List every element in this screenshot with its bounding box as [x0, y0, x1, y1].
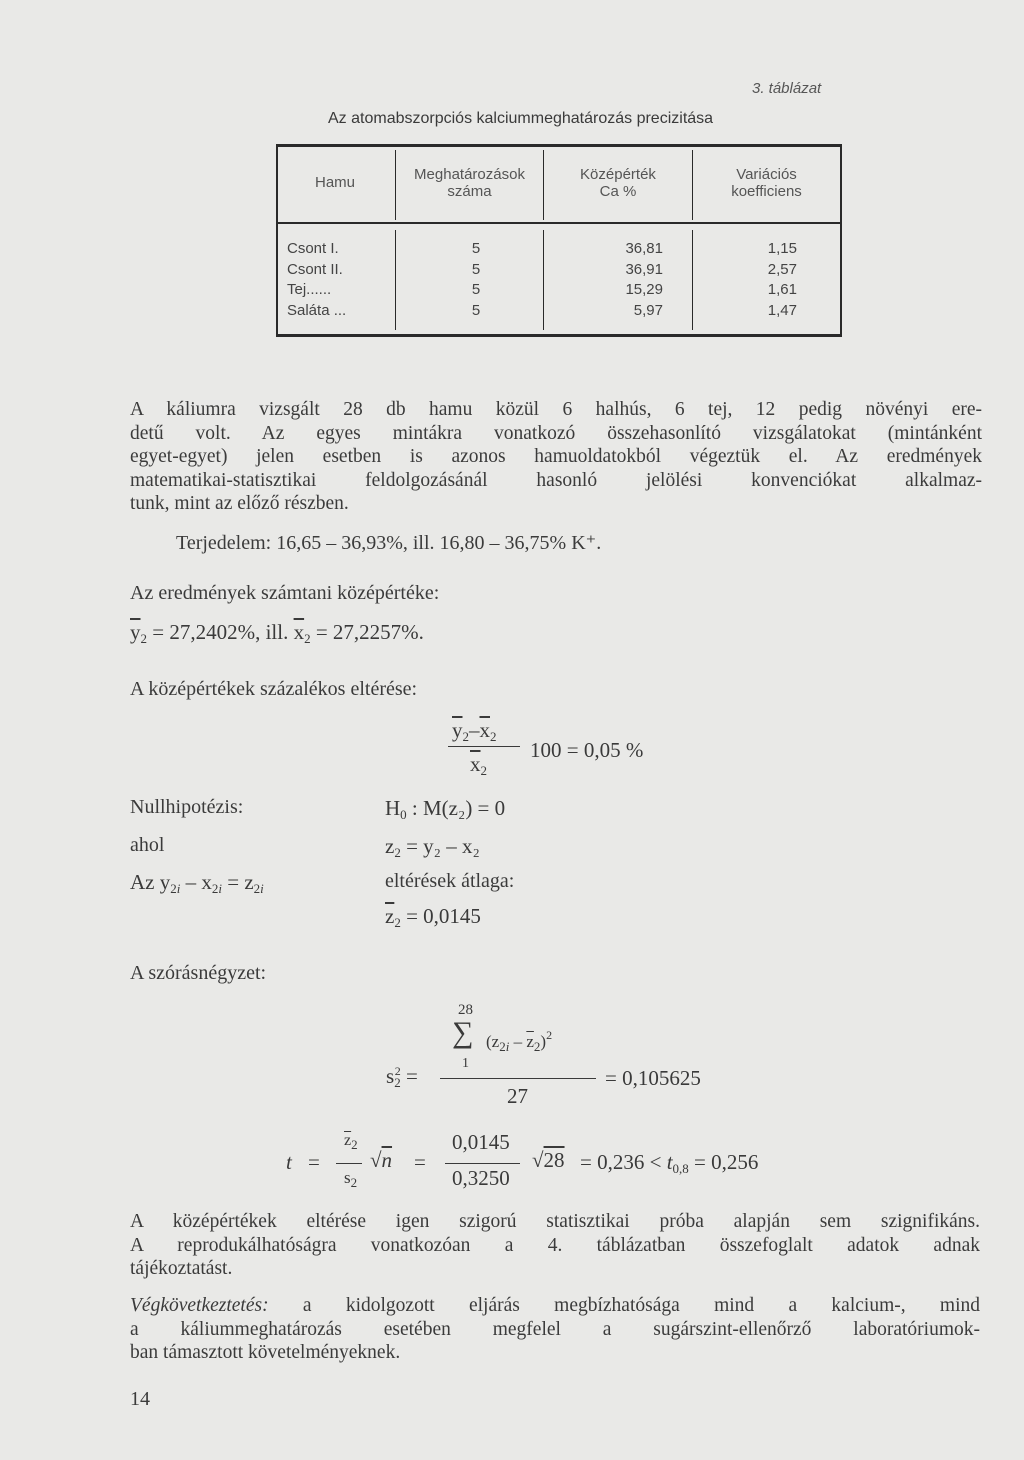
table-cell: Saláta ... [287, 301, 347, 319]
variance-heading: A szórásnégyzet: [130, 962, 267, 984]
table-cell: Csont I. [287, 240, 339, 257]
page-number: 14 [130, 1388, 150, 1410]
table-header-cv: Variációs koefficiens [731, 166, 802, 200]
where-label: ahol [130, 834, 165, 856]
conclusion-label: Végkövetkeztetés: [130, 1295, 269, 1316]
table-col-mean [560, 239, 663, 321]
where-formula: $z_2 = y_2 - x_2$ [385, 834, 480, 860]
table-col-cv [720, 239, 797, 321]
table-col-hamu [287, 239, 392, 321]
mean-heading: Az eredmények számtani középértéke: [130, 582, 440, 604]
table-cell: 36,91 [625, 260, 663, 278]
diff-definition: Az $y_{2i} - x_{2i} = z_{2i}$ [130, 870, 264, 896]
table-number: 3. táblázat [752, 80, 822, 97]
table-header-mean: Középérték Ca % [580, 166, 656, 200]
null-hypothesis-label: Nullhipotézis: [130, 796, 244, 818]
table-cell: 1,47 [767, 301, 797, 319]
table-cell: 15,29 [625, 281, 663, 298]
paragraph-potassium: A káliumra vizsgált 28 db hamu közül 6 halhús, 6 tej, 12 pedig növényi ere- detű volt. Az egyes mintákra vonatkozó összehasonlító vizsgálatokat (mintánként egyet-egyet) jelen esetben is azonos hamuoldatokból végeztük el. Az eredmények matematikai-statisztikai feldolgozásánál hasonló jelölési konvenciókat alkalmaz- tunk, mint az előző részben. [130, 399, 982, 514]
table-cell: 5,97 [633, 301, 663, 319]
table-cell: 5 [471, 281, 481, 298]
table-cell: 5 [471, 240, 481, 257]
range-line: Terjedelem: 16,65 – 36,93%, ill. 16,80 – 36,75% K⁺. [176, 532, 602, 554]
table-cell: Tej...... [287, 281, 332, 298]
diff-mean-value: $\overline{z}_2 = 0,0145$ [385, 904, 481, 930]
table-cell: 5 [471, 260, 481, 278]
table-cell: 1,61 [767, 281, 797, 298]
table-title: Az atomabszorpciós kalciummeghatározás precizitása [328, 110, 714, 127]
table-cell: Csont II. [287, 260, 343, 278]
mean-values: $\overline{y}_2 = 27,2402\%$, ill. $\overline{x}_2 = 27,2257\%$. [130, 620, 424, 646]
table-header-count: Meghatározások száma [414, 166, 525, 200]
table-cell: 1,15 [767, 240, 797, 257]
paragraph-conclusion: Végkövetkeztetés: a kidolgozott eljárás megbízhatósága mind a kalcium-, mind a káliummeghatározás esetében megfelel a sugárszint-ellenőrző laboratóriumok- ban támasztott követelményeknek. [130, 1295, 980, 1363]
table-cell: 2,57 [767, 260, 797, 278]
table-cell: 5 [471, 301, 481, 319]
null-hypothesis-formula: $H_0$ : M(z₂) = 0 [385, 796, 506, 822]
table-col-count [396, 239, 556, 321]
diff-mean-label: eltérések átlaga: [385, 870, 515, 892]
deviation-heading: A középértékek százalékos eltérése: [130, 678, 418, 700]
table-cell: 36,81 [625, 240, 663, 257]
paragraph-significance: A középértékek eltérése igen szigorú statisztikai próba alapján sem szignifikáns. A reprodukálhatóságra vonatkozóan a 4. táblázatban összefoglalt adatok adnak tájékoztatást. [130, 1211, 980, 1279]
table-header-hamu: Hamu [314, 174, 355, 191]
